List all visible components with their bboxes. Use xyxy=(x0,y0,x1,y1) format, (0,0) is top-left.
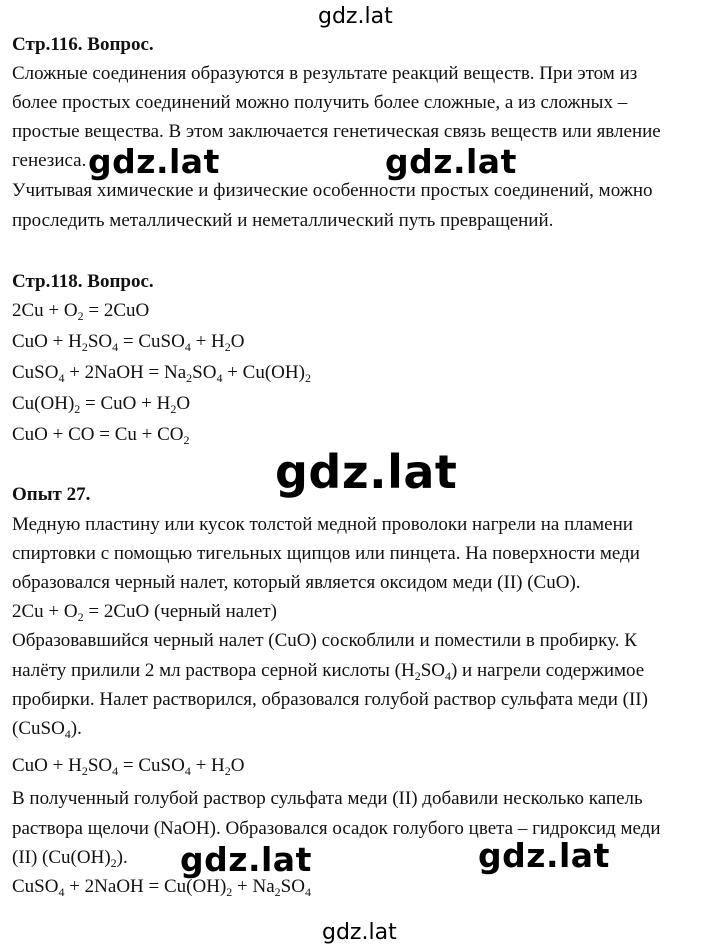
experiment-equation: CuO + $H_2SO_4$ = CuSO$_4$ + $H_2O$ xyxy=(12,755,245,778)
section3-heading: Опыт 27. xyxy=(12,484,91,505)
equation: CuO + CO = $Cu + CO_2$ xyxy=(12,424,190,447)
watermark-mid-right: gdz.lat xyxy=(385,142,517,181)
section1-line: Учитывая химические и физические особенности простых соединений, можно xyxy=(12,180,653,201)
section1-line: более простых соединений можно получить более сложные, а из сложных – xyxy=(12,92,628,113)
watermark-bottom: gdz.lat xyxy=(322,920,397,945)
experiment-line: налёту прилили 2 мл раствора серной кислоты $(H_2SO_4)$ и нагрели содержимое xyxy=(12,660,645,683)
experiment-line: В полученный голубой раствор сульфата меди (II) добавили несколько капель xyxy=(12,788,643,809)
experiment-equation: $2Cu + O_2 = 2CuO$ (черный налет) xyxy=(12,601,277,624)
section1-line: проследить металлический и неметаллический путь превращений. xyxy=(12,210,554,231)
experiment-line: (II) $(Cu(OH)_2)$. xyxy=(12,847,128,870)
experiment-line: Медную пластину или кусок толстой медной проволоки нагрели на пламени xyxy=(12,514,633,535)
section2-heading: Стр.118. Вопрос. xyxy=(12,271,154,292)
section1-heading: Стр.116. Вопрос. xyxy=(12,34,154,55)
experiment-line: пробирки. Налет растворился, образовался голубой раствор сульфата меди (II) xyxy=(12,689,648,710)
experiment-line: Образовавшийся черный налет (CuO) соскоблили и поместили в пробирку. К xyxy=(12,630,637,651)
experiment-line: образовался черный налет, который является оксидом меди (II) (CuO). xyxy=(12,572,581,593)
equation: $Cu(OH)_2$ = CuO + $H_2O$ xyxy=(12,393,191,416)
watermark-mid-left: gdz.lat xyxy=(88,142,220,181)
watermark-low-right: gdz.lat xyxy=(478,836,610,875)
watermark-center: gdz.lat xyxy=(275,445,458,499)
experiment-line: раствора щелочи (NaOH). Образовался осадок голубого цвета – гидроксид меди xyxy=(12,818,661,839)
equation: CuSO$_4$ + 2NaOH = $Na_2SO_4 + Cu(OH)_2$ xyxy=(12,362,311,385)
section1-line: генезиса. xyxy=(12,150,87,171)
watermark-low-left: gdz.lat xyxy=(180,840,312,879)
equation: CuO + $H_2SO_4$ = CuSO$_4$ + $H_2O$ xyxy=(12,331,245,354)
experiment-equation: CuSO$_4$ + 2NaOH = $Cu(OH)_2 + Na_2SO_4$ xyxy=(12,876,311,899)
section1-line: простые вещества. В этом заключается генетическая связь веществ или явление xyxy=(12,121,661,142)
section1-line: Сложные соединения образуются в результате реакций веществ. При этом из xyxy=(12,63,638,84)
experiment-line: спиртовки с помощью тигельных щипцов или пинцета. На поверхности меди xyxy=(12,543,640,564)
experiment-line: (CuSO$_4$). xyxy=(12,718,82,741)
watermark-top: gdz.lat xyxy=(318,4,393,29)
equation: $2Cu + O_2 = 2CuO$ xyxy=(12,300,150,323)
